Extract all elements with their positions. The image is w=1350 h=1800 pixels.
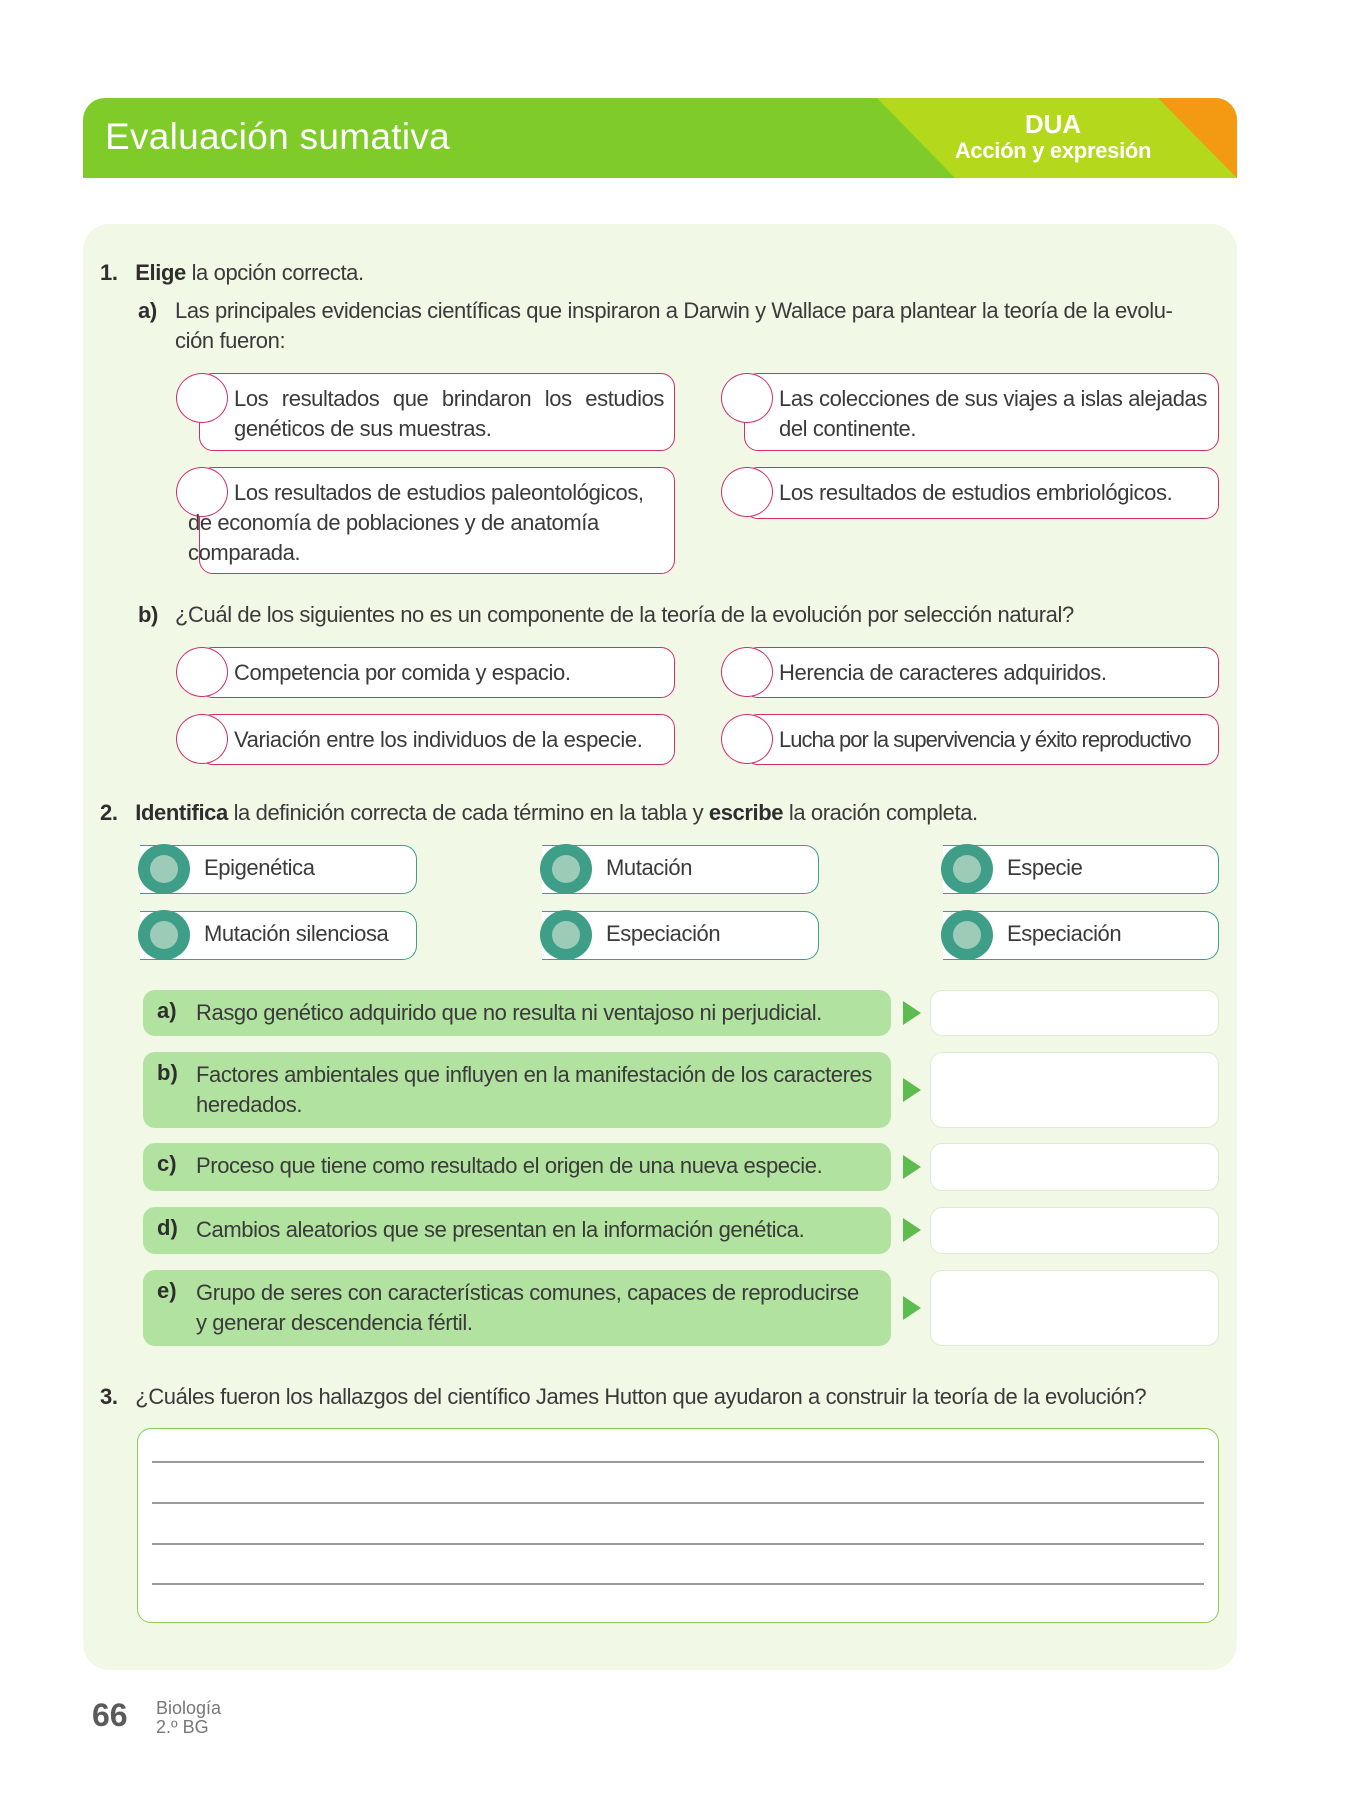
q1-heading bbox=[100, 258, 364, 288]
definition-label: a) bbox=[157, 998, 177, 1023]
arrow-right-icon bbox=[903, 1078, 921, 1102]
q1a-label: a) bbox=[138, 298, 157, 323]
definition-d bbox=[143, 1207, 891, 1254]
radio-circle-icon[interactable] bbox=[176, 647, 228, 697]
q3-number: 3. bbox=[100, 1384, 118, 1409]
page-number: 66 bbox=[92, 1697, 128, 1733]
q1b-option-3[interactable] bbox=[199, 714, 675, 765]
term-label: Epigenética bbox=[204, 855, 315, 880]
term-bullet-icon bbox=[138, 910, 190, 960]
q3-answer-area[interactable] bbox=[137, 1428, 1219, 1623]
option-text: Los resultados de estudios embriológicos. bbox=[779, 480, 1173, 505]
answer-field-e[interactable] bbox=[930, 1270, 1219, 1346]
q1a-text bbox=[175, 296, 1235, 356]
radio-circle-icon[interactable] bbox=[721, 373, 773, 423]
term-label: Especiación bbox=[1007, 921, 1122, 946]
dua-badge-title: DUA bbox=[1024, 109, 1082, 139]
radio-circle-icon[interactable] bbox=[721, 467, 773, 517]
arrow-right-icon bbox=[903, 1218, 921, 1242]
option-text: Competencia por comida y espacio. bbox=[234, 660, 571, 685]
grade-label: 2.º BG bbox=[156, 1717, 209, 1737]
q1a-option-2[interactable] bbox=[744, 373, 1219, 451]
answer-field-d[interactable] bbox=[930, 1207, 1219, 1254]
answer-field-a[interactable] bbox=[930, 990, 1219, 1036]
writing-line bbox=[152, 1502, 1204, 1504]
radio-circle-icon[interactable] bbox=[176, 714, 228, 764]
writing-line bbox=[152, 1543, 1204, 1545]
q2-instruction-mid: la definición correcta de cada término en la tabla y bbox=[227, 800, 709, 825]
q2-heading bbox=[100, 798, 978, 828]
term-pill-especie bbox=[943, 845, 1219, 894]
answer-field-c[interactable] bbox=[930, 1143, 1219, 1191]
term-pill-epigenetica bbox=[140, 845, 417, 894]
term-label: Mutación silenciosa bbox=[204, 921, 389, 946]
q1-verb: Elige bbox=[135, 260, 186, 285]
q2-verb-identifica: Identifica bbox=[135, 800, 228, 825]
option-text: Herencia de caracteres adquiridos. bbox=[779, 660, 1107, 685]
definition-label: e) bbox=[157, 1278, 177, 1303]
q1a-option-3[interactable] bbox=[188, 467, 675, 574]
arrow-right-icon bbox=[903, 1296, 921, 1320]
q2-verb-escribe: escribe bbox=[708, 800, 784, 825]
option-text: Lucha por la supervivencia y éxito reproductivo bbox=[779, 727, 1191, 752]
definition-e bbox=[143, 1270, 891, 1346]
q2-instruction-end: la oración completa. bbox=[783, 800, 978, 825]
term-label: Especiación bbox=[606, 921, 721, 946]
definition-label: c) bbox=[157, 1151, 177, 1176]
term-pill-mutacion bbox=[542, 845, 819, 894]
option-text: Los resultados que brindaron los estudios genéticos de sus muestras. bbox=[234, 386, 664, 441]
page-title: Evaluación sumativa bbox=[105, 116, 451, 157]
q1a-option-1[interactable] bbox=[199, 373, 675, 451]
section-header bbox=[83, 98, 1237, 178]
footer-subject bbox=[156, 1699, 221, 1737]
writing-line bbox=[152, 1461, 1204, 1463]
q1b-option-2[interactable] bbox=[744, 647, 1219, 698]
definition-b bbox=[143, 1052, 891, 1128]
term-bullet-icon bbox=[941, 910, 993, 960]
q1a-text-line2: ción fueron: bbox=[175, 328, 286, 353]
option-text: Las colecciones de sus viajes a islas alejadas del continente. bbox=[779, 386, 1207, 441]
term-label: Mutación bbox=[606, 855, 693, 880]
definition-text: Factores ambientales que influyen en la manifestación de los caracteres heredados. bbox=[196, 1062, 872, 1117]
q2-number: 2. bbox=[100, 800, 118, 825]
dua-badge-subtitle: Acción y expresión bbox=[954, 138, 1152, 163]
definition-c bbox=[143, 1143, 891, 1191]
term-bullet-icon bbox=[941, 844, 993, 894]
q1b-option-4[interactable] bbox=[744, 714, 1219, 765]
term-pill-especiacion-2 bbox=[943, 911, 1219, 960]
definition-label: b) bbox=[157, 1060, 178, 1085]
q1a-option-4[interactable] bbox=[744, 467, 1219, 519]
arrow-right-icon bbox=[903, 1001, 921, 1025]
q1b-option-1[interactable] bbox=[199, 647, 675, 698]
q1b-label: b) bbox=[138, 602, 158, 627]
definition-text: Grupo de seres con características comunes, capaces de reproducirse y generar descendencia fértil. bbox=[196, 1280, 859, 1335]
q3-text: ¿Cuáles fueron los hallazgos del científico James Hutton que ayudaron a construir la teoría de la evolución? bbox=[135, 1384, 1147, 1409]
term-bullet-icon bbox=[138, 844, 190, 894]
q1b-text: ¿Cuál de los siguientes no es un componente de la teoría de la evolución por selección natural? bbox=[175, 602, 1074, 627]
term-pill-especiacion bbox=[542, 911, 819, 960]
radio-circle-icon[interactable] bbox=[721, 714, 773, 764]
definition-label: d) bbox=[157, 1215, 178, 1240]
q1-instruction: la opción correcta. bbox=[185, 260, 364, 285]
term-pill-mutacion-silenciosa bbox=[140, 911, 417, 960]
definition-text: Proceso que tiene como resultado el origen de una nueva especie. bbox=[196, 1153, 823, 1178]
definition-text: Rasgo genético adquirido que no resulta ni ventajoso ni perjudicial. bbox=[196, 1000, 822, 1025]
definition-text: Cambios aleatorios que se presentan en la información genética. bbox=[196, 1217, 805, 1242]
answer-field-b[interactable] bbox=[930, 1052, 1219, 1128]
q1a-text-line1: Las principales evidencias científicas que inspiraron a Darwin y Wallace para plantear la teoría de la evolu- bbox=[175, 298, 1173, 323]
term-bullet-icon bbox=[540, 910, 592, 960]
radio-circle-icon[interactable] bbox=[176, 373, 228, 423]
q3-heading bbox=[100, 1382, 1146, 1412]
subject-name: Biología bbox=[156, 1698, 222, 1718]
q1-number: 1. bbox=[100, 260, 118, 285]
writing-line bbox=[152, 1583, 1204, 1585]
dua-badge bbox=[953, 110, 1153, 164]
radio-circle-icon[interactable] bbox=[721, 647, 773, 697]
term-bullet-icon bbox=[540, 844, 592, 894]
definition-a bbox=[143, 990, 891, 1036]
term-label: Especie bbox=[1007, 855, 1083, 880]
arrow-right-icon bbox=[903, 1155, 921, 1179]
option-text: Los resultados de estudios paleontológicos, de economía de poblaciones y de anatomía comparada. bbox=[188, 480, 644, 565]
option-text: Variación entre los individuos de la especie. bbox=[234, 727, 643, 752]
